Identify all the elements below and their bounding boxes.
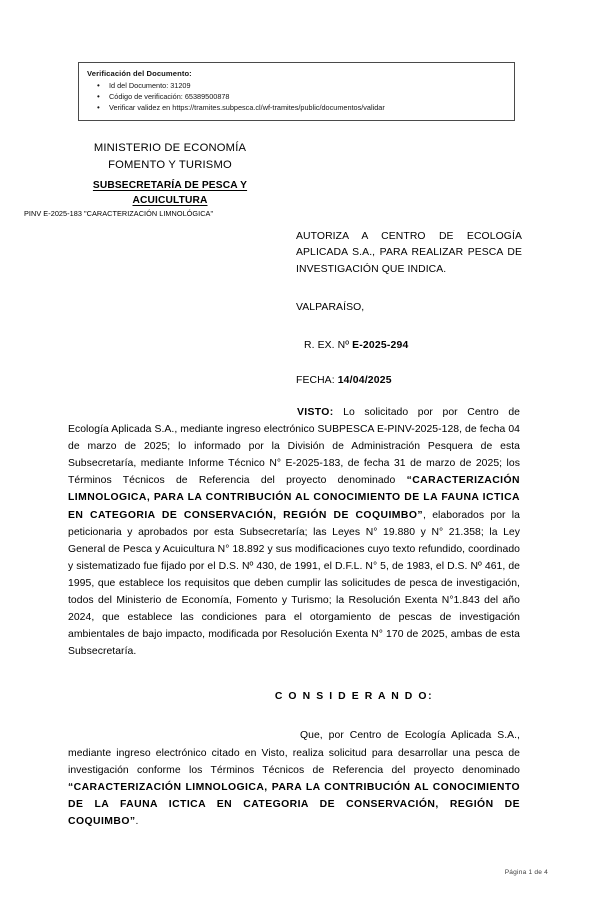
list-item (87, 102, 508, 113)
date-label: FECHA: (296, 375, 335, 387)
bullet-icon: • (97, 92, 100, 102)
resolution-label: R. EX. Nº (304, 340, 350, 352)
subsecretaria-line-2: ACUICULTURA (132, 195, 208, 206)
list-item (87, 80, 508, 91)
visto-text-after-title: , elaborados por la peticionaria y aprobados por esta Subsecretaría; las Leyes N° 19.880 y N° 21.358; la Ley General de Pesca y Acuicultura N° 18.892 y sus modificaciones cuyo texto refundido, coordinado y sistematizado fue fijado por el D.S. Nº 430, de 1991, el D.F.L. N° 5, de 1983, el D.S. Nº 461, de 1995, que establece los requisitos que deben cumplir las solicitudes de pesca de investigación, todos del Ministerio de Economía, Fomento y Turismo; la Resolución Exenta N°1.843 del año 2024, que establece las condiciones para el otorgamiento de pescas de investigación ambientales de bajo impacto, modificada por Resolución Exenta N° 170 de 2025, ambas de esta Subsecretaría. (68, 509, 520, 658)
project-title-considerando: “CARACTERIZACIÓN LIMNOLOGICA, PARA LA CONTRIBUCIÓN AL CONOCIMIENTO DE LA FAUNA ICTICA EN CATEGORIA DE CONSERVACIÓN, REGIÓN DE COQUIMBO” (68, 781, 520, 827)
verification-list (87, 80, 508, 114)
date-value: 14/04/2025 (337, 375, 392, 387)
visto-text-before-title: Lo solicitado por por Centro de Ecología Aplicada S.A., mediante ingreso electrónico SUBPESCA E-PINV-2025-128, de fecha 04 de marzo de 2025; lo informado por la División de Administración Pesquera de esta Subsecretaría, mediante Informe Técnico N° E-2025-183, de fecha 31 de marzo de 2025; los Términos Técnicos de Referencia del proyecto denominado (68, 407, 520, 487)
verification-url: Verificar validez en https://tramites.subpesca.cl/wf-tramites/public/documentos/validar (109, 103, 385, 113)
document-meta-column (296, 229, 522, 389)
page-footer: Página 1 de 4 (504, 869, 548, 876)
project-title-visto: “CARACTERIZACIÓN LIMNOLOGICA, PARA LA CONTRIBUCIÓN AL CONOCIMIENTO DE LA FAUNA ICTICA EN CATEGORIA DE CONSERVACIÓN, REGIÓN DE COQUIMBO” (68, 475, 520, 521)
ministry-line-2: FOMENTO Y TURISMO (108, 158, 232, 171)
verification-title: Verificación del Documento: (87, 69, 192, 78)
bullet-icon: • (97, 81, 100, 90)
considerando-heading: C O N S I D E R A N D O: (274, 691, 434, 703)
ministry-line-1: MINISTERIO DE ECONOMÍA (93, 142, 247, 154)
project-reference-code: PINV E-2025-183 "CARACTERIZACIÓN LIMNOLÓGICA" (24, 209, 214, 218)
resolution-number: E-2025-294 (352, 340, 409, 352)
bullet-icon: • (97, 103, 100, 113)
resolution-line (296, 338, 522, 354)
document-subject: AUTORIZA A CENTRO DE ECOLOGÍA APLICADA S.A., PARA REALIZAR PESCA DE INVESTIGACIÓN QUE INDICA. (296, 231, 522, 275)
considerando-paragraph (68, 727, 520, 830)
verification-document-id: Id del Documento: 31209 (109, 81, 191, 90)
document-body (68, 404, 520, 830)
visto-label: VISTO: (297, 407, 334, 418)
visto-paragraph (68, 404, 520, 660)
subsecretaria-line-1: SUBSECRETARÍA DE PESCA Y (92, 180, 248, 191)
verification-box (78, 62, 515, 121)
list-item (87, 91, 508, 102)
considerando-text-before-title: Que, por Centro de Ecología Aplicada S.A., mediante ingreso electrónico citado en Visto, realiza solicitud para desarrollar una pesca de investigación conforme los Términos Técnicos de Referencia del proyecto denominado (68, 730, 520, 776)
considerando-text-after-title: . (135, 815, 139, 827)
subsecretaria-heading (40, 178, 300, 208)
document-city: VALPARAÍSO, (296, 302, 365, 314)
ministry-heading (40, 140, 300, 173)
verification-code: Código de verificación: 65389500878 (109, 92, 230, 102)
date-line (296, 373, 522, 389)
